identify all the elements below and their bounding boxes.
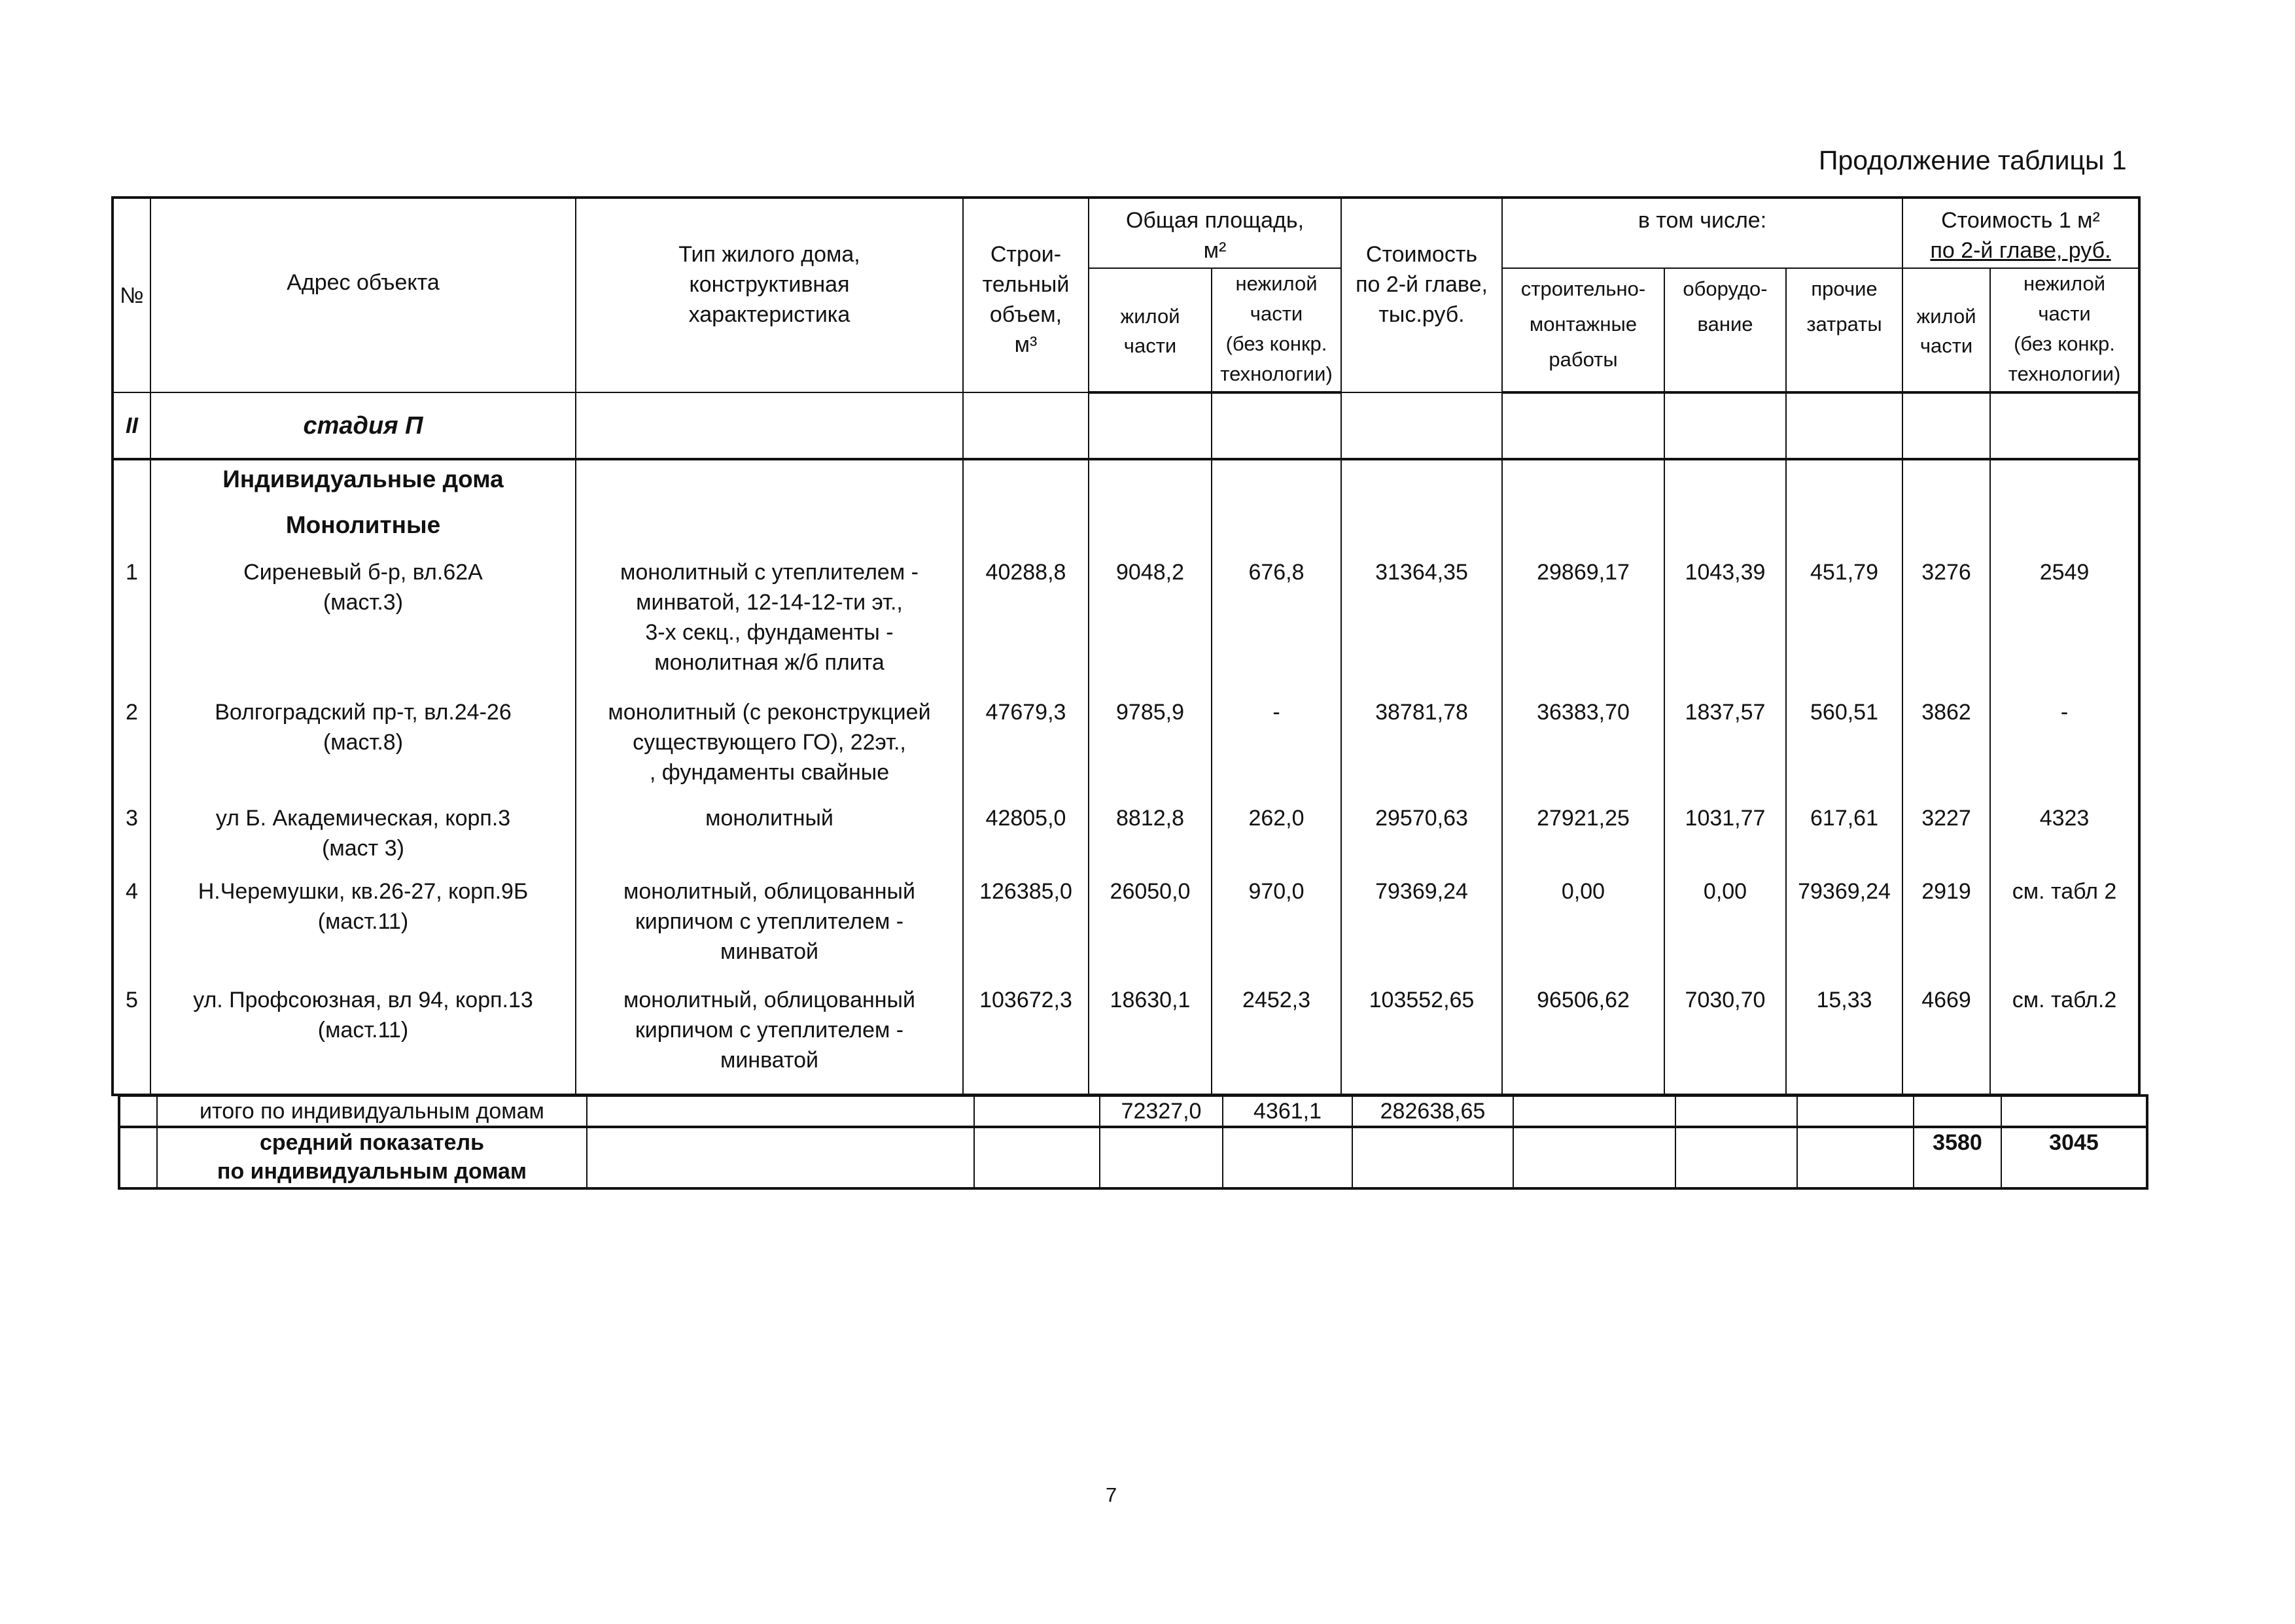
subgroup-title: Монолитные: [150, 506, 576, 553]
group-title-row: [113, 459, 2139, 506]
cost-table: [111, 196, 2141, 1096]
address-line: ул. Профсоюзная, вл 94, корп.13: [193, 988, 533, 1012]
type-line: кирпичом с утеплителем -: [635, 1018, 904, 1043]
total-area-nonresidential: 4361,1: [1223, 1096, 1352, 1127]
row-type: [576, 799, 963, 872]
col-incl-header: [1502, 198, 1902, 268]
row-equipment: 1043,39: [1664, 553, 1786, 693]
row-unit-nonresidential: 4323: [1990, 799, 2139, 872]
type-line: монолитный: [705, 806, 833, 831]
area-nonres-line: (без конкр.: [1225, 332, 1327, 355]
empty-cell: [1990, 459, 2139, 553]
empty-cell: [113, 506, 150, 553]
group-title: Индивидуальные дома: [150, 459, 576, 506]
col-area-header: [1089, 198, 1341, 268]
row-unit-nonresidential: -: [1990, 693, 2139, 799]
row-smr: 27921,25: [1502, 799, 1664, 872]
area-res-line: жилой: [1120, 305, 1180, 328]
row-cost: 38781,78: [1341, 693, 1502, 799]
equipment-line: вание: [1697, 313, 1753, 336]
empty-cell: [1664, 392, 1786, 459]
empty-cell: [587, 1096, 974, 1127]
smr-line: строительно-: [1520, 277, 1646, 300]
total-area-residential: 72327,0: [1100, 1096, 1223, 1127]
col-cost-header: [1341, 198, 1502, 392]
empty-cell: [1786, 392, 1902, 459]
table-caption: Продолжение таблицы 1: [1819, 145, 2127, 175]
row-type: [576, 553, 963, 693]
row-volume: 103672,3: [963, 981, 1089, 1095]
average-row: [119, 1127, 2147, 1188]
total-row: [119, 1096, 2147, 1127]
smr-line: монтажные: [1529, 313, 1638, 336]
row-cost: 31364,35: [1341, 553, 1502, 693]
row-area-residential: 8812,8: [1089, 799, 1212, 872]
row-type: [576, 872, 963, 981]
empty-cell: [1223, 1127, 1352, 1188]
row-cost: 103552,65: [1341, 981, 1502, 1095]
table-row: [113, 981, 2139, 1095]
smr-header: [1502, 268, 1664, 392]
volume-header-line: Строи-: [990, 242, 1062, 267]
type-header-line: характеристика: [688, 302, 850, 327]
unit-res-line: части: [1919, 334, 1973, 357]
unit-nonres-line: нежилой: [2023, 272, 2106, 295]
empty-cell: [1675, 1127, 1797, 1188]
row-unit-residential: 2919: [1902, 872, 1990, 981]
type-line: монолитная ж/б плита: [654, 650, 885, 675]
table-row: [113, 693, 2139, 799]
address-line: Н.Черемушки, кв.26-27, корп.9Б: [198, 879, 529, 904]
cost-header-line: по 2-й главе,: [1356, 272, 1488, 297]
row-address: [150, 693, 576, 799]
row-other: 560,51: [1786, 693, 1902, 799]
average-label: [157, 1127, 587, 1188]
row-smr: 36383,70: [1502, 693, 1664, 799]
type-header-line: конструктивная: [689, 272, 850, 297]
row-num: 1: [113, 553, 150, 693]
stage-label: стадия П: [150, 392, 576, 459]
row-equipment: 1837,57: [1664, 693, 1786, 799]
unit-nonres-line: (без конкр.: [2014, 332, 2115, 355]
empty-cell: [1797, 1127, 1914, 1188]
type-line: монолитный с утеплителем -: [620, 560, 919, 585]
total-label: итого по индивидуальным домам: [157, 1096, 587, 1127]
row-num: 5: [113, 981, 150, 1095]
empty-cell: [1797, 1096, 1914, 1127]
row-volume: 126385,0: [963, 872, 1089, 981]
empty-cell: [587, 1127, 974, 1188]
empty-cell: [1212, 459, 1341, 553]
address-header-text: Адрес объекта: [287, 269, 440, 295]
volume-header-line: объем,: [989, 302, 1062, 327]
type-line: , фундаменты свайные: [649, 760, 890, 785]
row-area-nonresidential: 262,0: [1212, 799, 1341, 872]
empty-cell: [974, 1127, 1100, 1188]
row-equipment: 0,00: [1664, 872, 1786, 981]
row-type: [576, 693, 963, 799]
volume-header-line: м³: [1014, 332, 1038, 357]
address-line: (маст.11): [317, 909, 409, 934]
row-equipment: 1031,77: [1664, 799, 1786, 872]
row-smr: 0,00: [1502, 872, 1664, 981]
area-nonres-line: части: [1250, 302, 1303, 325]
address-line: ул Б. Академическая, корп.3: [215, 806, 511, 831]
area-residential-header: [1089, 268, 1212, 392]
type-line: монолитный, облицованный: [623, 988, 915, 1012]
empty-cell: [1502, 459, 1664, 553]
equipment-line: оборудо-: [1683, 277, 1768, 300]
empty-cell: [963, 459, 1089, 553]
header-row-top: [113, 198, 2139, 268]
row-smr: 29869,17: [1502, 553, 1664, 693]
row-area-nonresidential: 2452,3: [1212, 981, 1341, 1095]
empty-cell: [1664, 459, 1786, 553]
address-line: Сиреневый б-р, вл.62А: [243, 560, 483, 585]
other-line: затраты: [1806, 313, 1882, 336]
type-line: монолитный (с реконструкцией: [608, 700, 931, 725]
empty-cell: [963, 392, 1089, 459]
type-line: существующего ГО), 22эт.,: [633, 730, 906, 755]
type-header-line: Тип жилого дома,: [678, 242, 860, 267]
stage-number: II: [113, 392, 150, 459]
table-row: [113, 799, 2139, 872]
unit-residential-header: [1902, 268, 1990, 392]
row-area-residential: 18630,1: [1089, 981, 1212, 1095]
empty-cell: [1212, 392, 1341, 459]
empty-cell: [576, 392, 963, 459]
unit-nonres-line: технологии): [2008, 362, 2121, 385]
empty-cell: [1513, 1127, 1675, 1188]
unitcost-header-line: Стоимость 1 м²: [1941, 208, 2100, 233]
row-num: 3: [113, 799, 150, 872]
address-line: (маст.3): [323, 590, 404, 615]
area-nonres-line: нежилой: [1235, 272, 1318, 295]
type-line: 3-х секц., фундаменты -: [645, 620, 894, 645]
row-volume: 47679,3: [963, 693, 1089, 799]
col-num-header: [113, 198, 150, 392]
empty-cell: [1341, 392, 1502, 459]
type-line: монолитный, облицованный: [623, 879, 915, 904]
table-row: [113, 553, 2139, 693]
row-area-residential: 9048,2: [1089, 553, 1212, 693]
empty-cell: [2001, 1096, 2147, 1127]
empty-cell: [1100, 1127, 1223, 1188]
row-address: [150, 872, 576, 981]
row-area-nonresidential: 970,0: [1212, 872, 1341, 981]
row-unit-nonresidential: см. табл 2: [1990, 872, 2139, 981]
summary-table: [118, 1094, 2148, 1190]
empty-cell: [1902, 459, 1990, 553]
average-unit-residential: 3580: [1914, 1127, 2001, 1188]
address-line: Волгоградский пр-т, вл.24-26: [215, 700, 512, 725]
row-area-residential: 9785,9: [1089, 693, 1212, 799]
empty-cell: [1089, 392, 1212, 459]
incl-header-text: в том числе:: [1638, 208, 1767, 233]
type-line: минватой: [720, 1048, 819, 1073]
empty-cell: [119, 1096, 157, 1127]
empty-cell: [1502, 392, 1664, 459]
stage-row: [113, 392, 2139, 459]
row-num: 2: [113, 693, 150, 799]
empty-cell: [113, 459, 150, 506]
volume-header-line: тельный: [982, 272, 1070, 297]
row-address: [150, 981, 576, 1095]
unit-nonresidential-header: [1990, 268, 2139, 392]
address-line: (маст.8): [323, 730, 404, 755]
row-unit-nonresidential: см. табл.2: [1990, 981, 2139, 1095]
col-volume-header: [963, 198, 1089, 392]
row-volume: 40288,8: [963, 553, 1089, 693]
empty-cell: [119, 1127, 157, 1188]
num-header-text: №: [120, 283, 144, 308]
area-header-line: м²: [1203, 238, 1227, 263]
empty-cell: [576, 459, 963, 553]
row-other: 15,33: [1786, 981, 1902, 1095]
empty-cell: [1352, 1127, 1513, 1188]
unit-nonres-line: части: [2038, 302, 2091, 325]
empty-cell: [1089, 459, 1212, 553]
smr-line: работы: [1549, 348, 1618, 371]
address-line: (маст.11): [317, 1018, 409, 1043]
area-header-line: Общая площадь,: [1125, 208, 1305, 233]
row-cost: 29570,63: [1341, 799, 1502, 872]
page-number: 7: [1106, 1483, 1117, 1506]
col-type-header: [576, 198, 963, 392]
row-unit-nonresidential: 2549: [1990, 553, 2139, 693]
row-type: [576, 981, 963, 1095]
empty-cell: [1914, 1096, 2001, 1127]
average-label-line: по индивидуальным домам: [217, 1159, 527, 1184]
average-label-line: средний показатель: [259, 1130, 485, 1155]
row-equipment: 7030,70: [1664, 981, 1786, 1095]
row-other: 451,79: [1786, 553, 1902, 693]
type-line: кирпичом с утеплителем -: [635, 909, 904, 934]
empty-cell: [1513, 1096, 1675, 1127]
row-area-nonresidential: 676,8: [1212, 553, 1341, 693]
row-volume: 42805,0: [963, 799, 1089, 872]
empty-cell: [1675, 1096, 1797, 1127]
other-line: прочие: [1811, 277, 1878, 300]
row-address: [150, 799, 576, 872]
row-smr: 96506,62: [1502, 981, 1664, 1095]
type-line: минватой, 12-14-12-ти эт.,: [636, 590, 903, 615]
area-res-line: части: [1123, 334, 1177, 357]
total-cost: 282638,65: [1352, 1096, 1513, 1127]
unitcost-header-line: по 2-й главе, руб.: [1930, 238, 2111, 263]
row-other: 79369,24: [1786, 872, 1902, 981]
col-address-header: [150, 198, 576, 392]
cost-header-line: Стоимость: [1365, 242, 1478, 267]
other-costs-header: [1786, 268, 1902, 392]
row-area-residential: 26050,0: [1089, 872, 1212, 981]
row-unit-residential: 4669: [1902, 981, 1990, 1095]
table-row: [113, 872, 2139, 981]
row-cost: 79369,24: [1341, 872, 1502, 981]
area-nonresidential-header: [1212, 268, 1341, 392]
address-line: (маст 3): [322, 836, 404, 861]
empty-cell: [1902, 392, 1990, 459]
empty-cell: [1786, 459, 1902, 553]
row-other: 617,61: [1786, 799, 1902, 872]
empty-cell: [1990, 392, 2139, 459]
row-unit-residential: 3227: [1902, 799, 1990, 872]
empty-cell: [974, 1096, 1100, 1127]
row-unit-residential: 3276: [1902, 553, 1990, 693]
equipment-header: [1664, 268, 1786, 392]
cost-header-line: тыс.руб.: [1378, 302, 1465, 327]
type-line: минватой: [720, 939, 819, 964]
row-num: 4: [113, 872, 150, 981]
row-address: [150, 553, 576, 693]
col-unitcost-header: [1902, 198, 2139, 268]
row-area-nonresidential: -: [1212, 693, 1341, 799]
empty-cell: [1341, 459, 1502, 553]
area-nonres-line: технологии): [1220, 362, 1333, 385]
row-unit-residential: 3862: [1902, 693, 1990, 799]
unit-res-line: жилой: [1916, 305, 1976, 328]
average-unit-nonresidential: 3045: [2001, 1127, 2147, 1188]
